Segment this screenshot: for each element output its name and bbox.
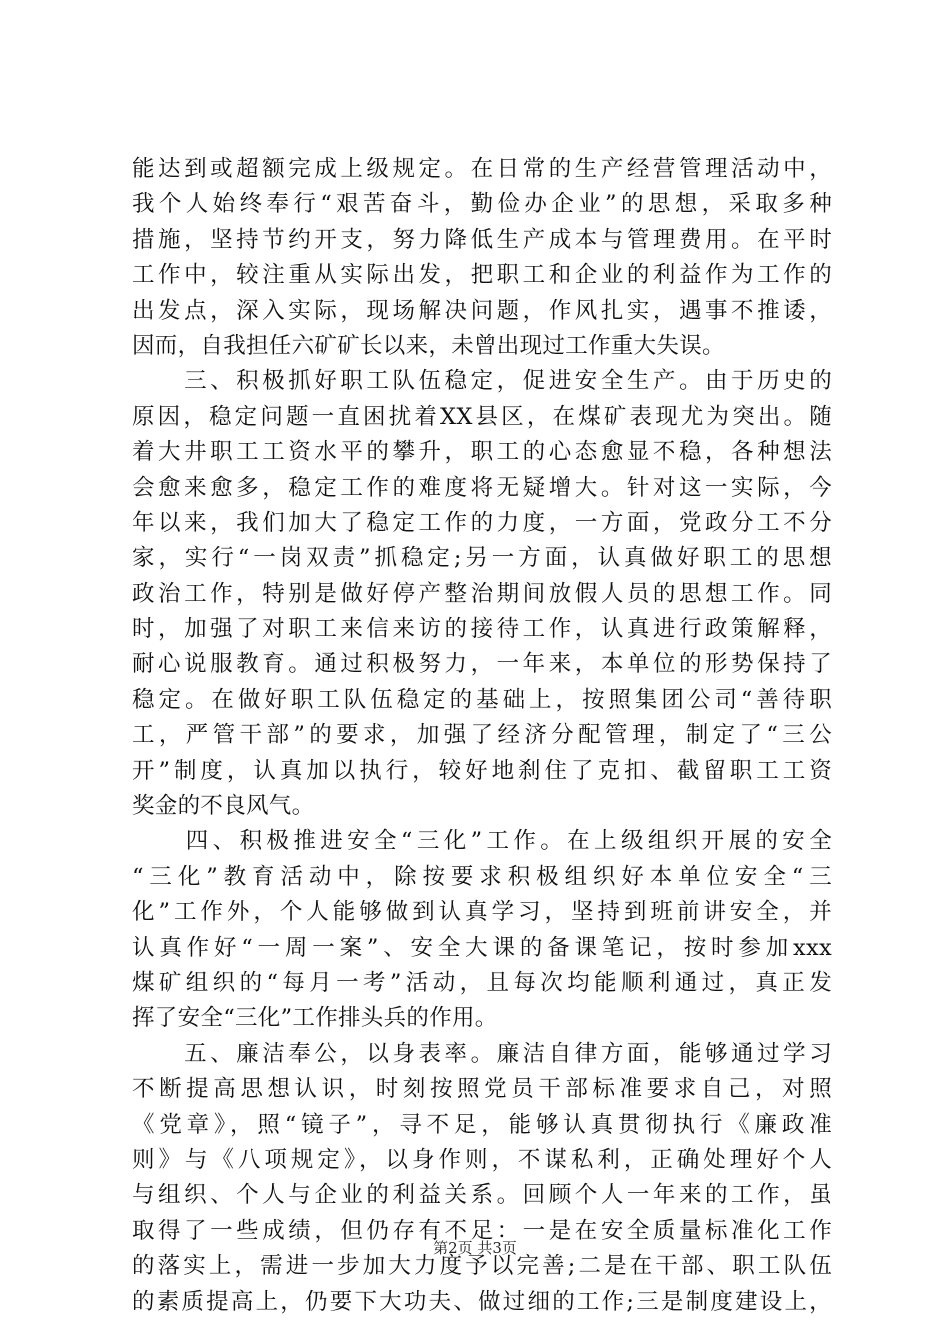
text-line: 会愈来愈多，稳定工作的难度将无疑增大。针对这一实际，今	[132, 474, 832, 501]
text-line: 因而，自我担任六矿矿长以来，未曾出现过工作重大失误。	[132, 332, 725, 359]
text-line: 则》与《八项规定》，以身作则，不谋私利，正确处理好个人	[132, 1146, 832, 1173]
text-line: 认真作好“一周一案”、安全大课的备课笔记，按时参加xxx	[132, 934, 832, 961]
text-line: 我个人始终奉行“艰苦奋斗，勤俭办企业”的思想，采取多种	[132, 191, 832, 218]
text-line: 化”工作外，个人能够做到认真学习，坚持到班前讲安全，并	[132, 899, 832, 926]
text-line: 《党章》，照“镜子”，寻不足，能够认真贯彻执行《廉政准	[132, 1111, 832, 1138]
text-line: 四、积极推进安全“三化”工作。在上级组织开展的安全	[132, 828, 832, 855]
text-line: 家，实行“一岗双责”抓稳定;另一方面，认真做好职工的思想	[132, 545, 832, 572]
text-line: 时，加强了对职工来信来访的接待工作，认真进行政策解释，	[132, 616, 832, 643]
text-line: 年以来，我们加大了稳定工作的力度，一方面，党政分工不分	[132, 509, 832, 536]
text-line: 挥了安全“三化”工作排头兵的作用。	[132, 1005, 498, 1032]
text-line: 与组织、个人与企业的利益关系。回顾个人一年来的工作，虽	[132, 1182, 832, 1209]
text-line: 着大井职工工资水平的攀升，职工的心态愈显不稳，各种想法	[132, 439, 832, 466]
text-line: 不断提高思想认识，时刻按照党员干部标准要求自己，对照	[132, 1076, 832, 1103]
text-line: 五、廉洁奉公，以身表率。廉洁自律方面，能够通过学习	[132, 1040, 832, 1067]
text-line: 工作中，较注重从实际出发，把职工和企业的利益作为工作的	[132, 262, 832, 289]
text-line: 稳定。在做好职工队伍稳定的基础上，按照集团公司“善待职	[132, 686, 832, 713]
text-line: 的素质提高上，仍要下大功夫、做过细的工作;三是制度建设上，	[132, 1288, 832, 1315]
text-line: 奖金的不良风气。	[132, 793, 315, 820]
text-line: 耐心说服教育。通过积极努力，一年来，本单位的形势保持了	[132, 651, 832, 678]
text-line: “三化”教育活动中，除按要求积极组织好本单位安全“三	[132, 863, 832, 890]
text-line: 取得了一些成绩，但仍存有不足：一是在安全质量标准化工作	[132, 1217, 832, 1244]
text-line: 政治工作，特别是做好停产整治期间放假人员的思想工作。同	[132, 580, 832, 607]
text-line: 开”制度，认真加以执行，较好地刹住了克扣、截留职工工资	[132, 757, 832, 784]
text-line: 原因，稳定问题一直困扰着XX县区，在煤矿表现尤为突出。随	[132, 403, 832, 430]
text-line: 出发点，深入实际，现场解决问题，作风扎实，遇事不推诿，	[132, 297, 832, 324]
text-line: 工，严管干部”的要求，加强了经济分配管理，制定了“三公	[132, 722, 832, 749]
text-line: 措施，坚持节约开支，努力降低生产成本与管理费用。在平时	[132, 226, 832, 253]
text-line: 煤矿组织的“每月一考”活动，且每次均能顺利通过，真正发	[132, 969, 832, 996]
text-line: 三、积极抓好职工队伍稳定，促进安全生产。由于历史的	[132, 368, 832, 395]
text-line: 能达到或超额完成上级规定。在日常的生产经营管理活动中，	[132, 156, 832, 182]
text-line: 的落实上，需进一步加大力度予以完善;二是在干部、职工队伍	[132, 1253, 832, 1280]
page-footer: 第2页 共3页	[433, 1239, 517, 1257]
document-body	[132, 152, 832, 1320]
